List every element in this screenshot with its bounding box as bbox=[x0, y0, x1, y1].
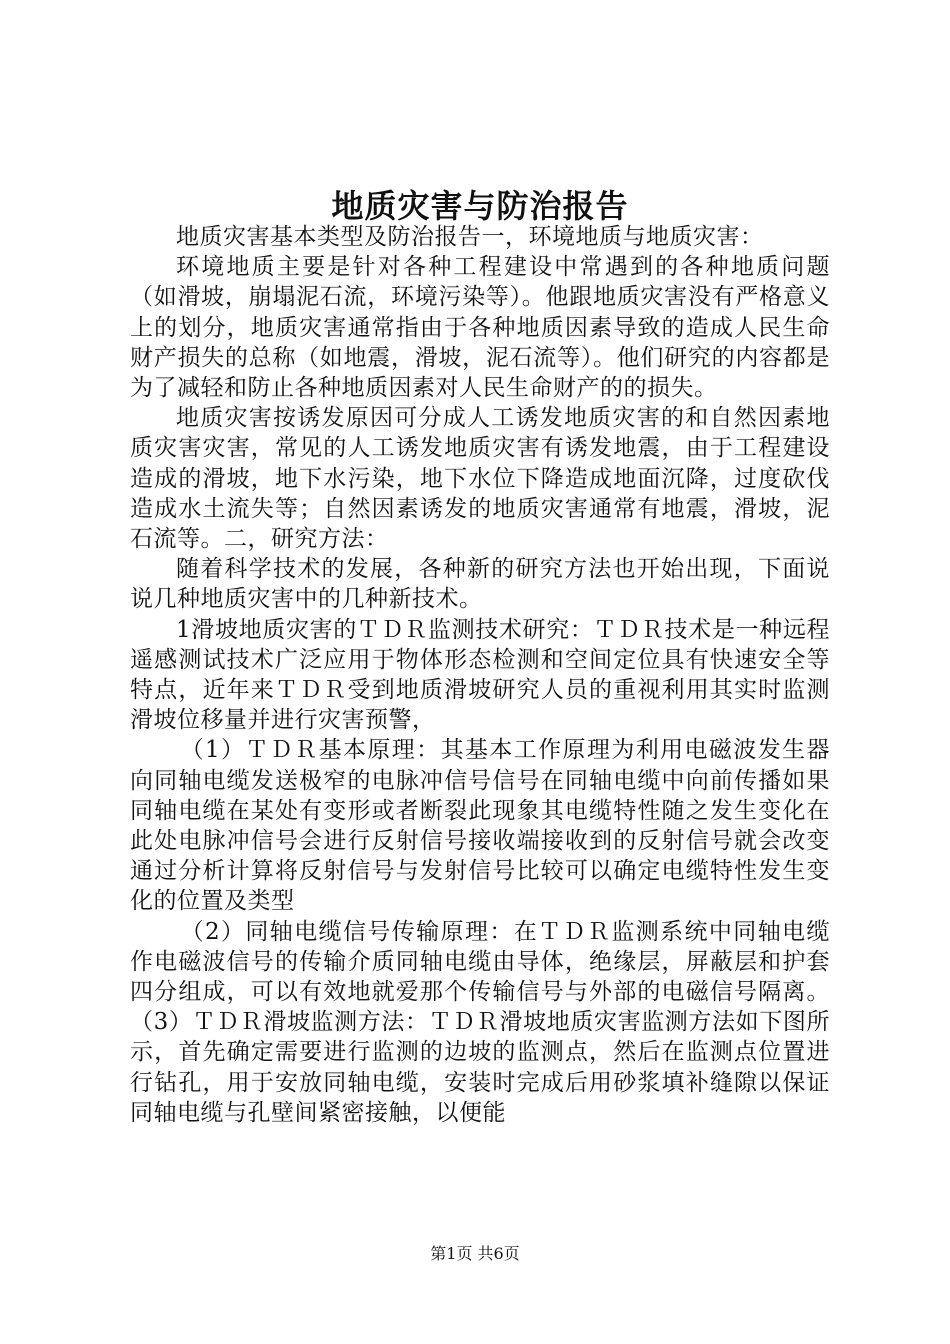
paragraph-list bbox=[130, 222, 830, 1128]
paragraph: （1）ＴＤＲ基本原理：其基本工作原理为利用电磁波发生器向同轴电缆发送极窄的电脉冲信号信号在同轴电缆中向前传播如果同轴电缆在某处有变形或者断裂此现象其电缆特性随之发生变化在此处电脉冲信号会进行反射信号接收端接收到的反射信号就会改变通过分析计算将反射信号与发射信号比较可以确定电缆特性发生变化的位置及类型 bbox=[130, 737, 830, 915]
document-title: 地质灾害与防治报告 bbox=[331, 187, 629, 225]
paragraph: 环境地质主要是针对各种工程建设中常遇到的各种地质问题（如滑坡，崩塌泥石流，环境污染等）。他跟地质灾害没有严格意义上的划分，地质灾害通常指由于各种地质因素导致的造成人民生命财产损失的总称（如地震，滑坡，泥石流等）。他们研究的内容都是为了减轻和防止各种地质因素对人民生命财产的的损失。 bbox=[130, 254, 830, 402]
paragraph: 地质灾害按诱发原因可分成人工诱发地质灾害的和自然因素地质灾害灾害，常见的人工诱发地质灾害有诱发地震，由于工程建设造成的滑坡，地下水污染，地下水位下降造成地面沉降，过度砍伐造成水土流失等；自然因素诱发的地质灾害通常有地震，滑坡，泥石流等。二，研究方法： bbox=[130, 405, 830, 553]
document-body bbox=[130, 150, 830, 1128]
paragraph: 地质灾害基本类型及防治报告一，环境地质与地质灾害： bbox=[176, 224, 764, 250]
paragraph: 1滑坡地质灾害的ＴＤＲ监测技术研究：ＴＤＲ技术是一种远程遥感测试技术广泛应用于物体形态检测和空间定位具有快速安全等特点，近年来ＴＤＲ受到地质滑坡研究人员的重视利用其实时监测滑坡位移量并进行灾害预警， bbox=[130, 616, 830, 734]
paragraph: （2）同轴电缆信号传输原理：在ＴＤＲ监测系统中同轴电缆作电磁波信号的传输介质同轴电缆由导体，绝缘层，屏蔽层和护套四分组成，可以有效地就爱那个传输信号与外部的电磁信号隔离。（3）ＴＤＲ滑坡监测方法：ＴＤＲ滑坡地质灾害监测方法如下图所示，首先确定需要进行监测的边坡的监测点，然后在监测点位置进行钻孔，用于安放同轴电缆，安装时完成后用砂浆填补缝隙以保证同轴电缆与孔壁间紧密接触，以便能 bbox=[130, 918, 830, 1126]
page-footer: 第1页 共6页 bbox=[430, 1244, 520, 1263]
paragraph: 随着科学技术的发展，各种新的研究方法也开始出现，下面说说几种地质灾害中的几种新技术。 bbox=[130, 556, 830, 613]
